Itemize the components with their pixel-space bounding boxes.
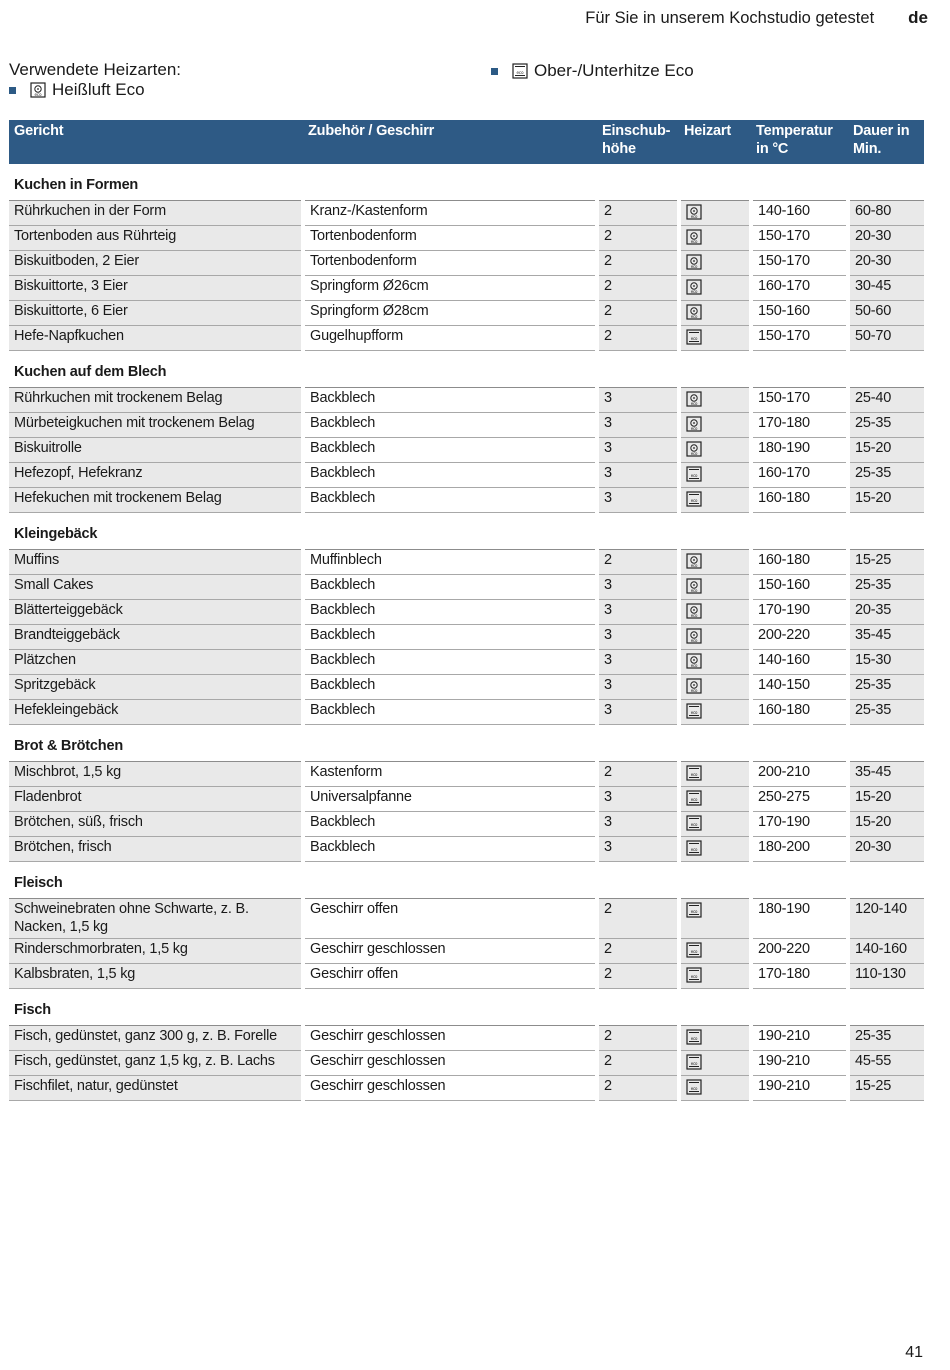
cell-temperature: 150-160 <box>751 575 848 600</box>
page-number: 41 <box>905 1344 923 1361</box>
cell-accessory: Springform Ø28cm <box>303 301 597 326</box>
cell-dish: Schweinebraten ohne Schwarte, z. B. Nacken, 1,5 kg <box>9 899 303 939</box>
ober-unterhitze-eco-icon <box>686 1078 702 1094</box>
table-row <box>9 1076 924 1101</box>
cell-heat-mode <box>679 301 751 326</box>
cell-level: 2 <box>597 326 679 351</box>
cell-level: 2 <box>597 201 679 226</box>
cell-accessory: Tortenbodenform <box>303 251 597 276</box>
table-row <box>9 201 924 226</box>
cell-duration: 25-35 <box>848 700 924 725</box>
cell-accessory: Backblech <box>303 413 597 438</box>
cell-level: 3 <box>597 575 679 600</box>
cell-accessory: Backblech <box>303 463 597 488</box>
svg-text:eco: eco <box>690 1061 698 1067</box>
cell-heat-mode <box>679 413 751 438</box>
table-row <box>9 276 924 301</box>
cell-level: 3 <box>597 812 679 837</box>
svg-text:eco: eco <box>690 797 698 803</box>
cell-temperature: 190-210 <box>751 1076 848 1101</box>
cell-dish: Hefekleingebäck <box>9 700 303 725</box>
cell-accessory: Kastenform <box>303 762 597 787</box>
cell-level: 3 <box>597 463 679 488</box>
cell-heat-mode <box>679 837 751 862</box>
table-row <box>9 1026 924 1051</box>
ober-unterhitze-eco-icon <box>686 966 702 982</box>
svg-text:eco: eco <box>690 426 698 432</box>
svg-text:eco: eco <box>690 401 698 407</box>
table-row <box>9 964 924 989</box>
cell-temperature: 200-210 <box>751 762 848 787</box>
cell-temperature: 180-200 <box>751 837 848 862</box>
ober-unterhitze-eco-icon <box>512 63 528 79</box>
cell-heat-mode <box>679 488 751 513</box>
cell-temperature: 140-150 <box>751 675 848 700</box>
cell-heat-mode <box>679 762 751 787</box>
cell-level: 2 <box>597 899 679 939</box>
svg-text:eco: eco <box>690 847 698 853</box>
cell-dish: Fischfilet, natur, gedünstet <box>9 1076 303 1101</box>
cell-temperature: 200-220 <box>751 625 848 650</box>
section-title: Kleingebäck <box>9 513 924 550</box>
col-header-accessory <box>303 120 597 164</box>
cell-temperature: 170-190 <box>751 812 848 837</box>
svg-text:eco: eco <box>690 451 698 457</box>
cell-dish: Tortenboden aus Rührteig <box>9 226 303 251</box>
cell-accessory: Backblech <box>303 575 597 600</box>
cell-dish: Muffins <box>9 550 303 575</box>
col-header-temperature <box>751 120 848 164</box>
cell-temperature: 180-190 <box>751 899 848 939</box>
heissluft-eco-icon <box>686 203 702 219</box>
cell-dish: Plätzchen <box>9 650 303 675</box>
cell-duration: 25-35 <box>848 575 924 600</box>
cell-heat-mode <box>679 700 751 725</box>
cell-duration: 110-130 <box>848 964 924 989</box>
cell-level: 2 <box>597 964 679 989</box>
cell-temperature: 160-180 <box>751 700 848 725</box>
col-header-heat-mode <box>679 120 751 164</box>
col-header-text: Temperatur <box>756 123 833 139</box>
bullet-icon <box>491 68 498 75</box>
cell-level: 3 <box>597 650 679 675</box>
cell-dish: Kalbsbraten, 1,5 kg <box>9 964 303 989</box>
cell-accessory: Backblech <box>303 837 597 862</box>
section-title: Kuchen auf dem Blech <box>9 351 924 388</box>
cell-accessory: Backblech <box>303 675 597 700</box>
heissluft-eco-icon <box>686 415 702 431</box>
cell-accessory: Universalpfanne <box>303 787 597 812</box>
cell-accessory: Geschirr offen <box>303 964 597 989</box>
cell-level: 2 <box>597 226 679 251</box>
cell-temperature: 250-275 <box>751 787 848 812</box>
heating-modes-label: Verwendete Heizarten: <box>9 60 181 79</box>
table-row <box>9 787 924 812</box>
ober-unterhitze-eco-icon <box>686 789 702 805</box>
table-row <box>9 550 924 575</box>
cell-accessory: Backblech <box>303 650 597 675</box>
heissluft-eco-icon <box>30 82 46 98</box>
cell-temperature: 170-180 <box>751 964 848 989</box>
cell-accessory: Backblech <box>303 488 597 513</box>
cell-temperature: 160-170 <box>751 276 848 301</box>
cell-dish: Biskuittorte, 6 Eier <box>9 301 303 326</box>
cell-heat-mode <box>679 1076 751 1101</box>
cell-heat-mode <box>679 939 751 964</box>
cell-level: 3 <box>597 488 679 513</box>
cell-accessory: Kranz-/Kastenform <box>303 201 597 226</box>
cell-level: 2 <box>597 1076 679 1101</box>
cell-dish: Spritzgebäck <box>9 675 303 700</box>
cell-duration: 15-20 <box>848 787 924 812</box>
table-row <box>9 625 924 650</box>
cell-temperature: 160-170 <box>751 463 848 488</box>
heating-modes-legend <box>9 60 929 104</box>
section-row <box>9 725 924 762</box>
page-header <box>585 8 928 28</box>
cell-duration: 15-25 <box>848 1076 924 1101</box>
ober-unterhitze-eco-icon <box>686 764 702 780</box>
cell-heat-mode <box>679 625 751 650</box>
svg-text:eco: eco <box>690 289 698 295</box>
table-row <box>9 388 924 413</box>
cell-dish: Biskuittorte, 3 Eier <box>9 276 303 301</box>
cell-heat-mode <box>679 251 751 276</box>
svg-text:eco: eco <box>690 663 698 669</box>
cell-duration: 15-20 <box>848 438 924 463</box>
cell-heat-mode <box>679 326 751 351</box>
cell-accessory: Backblech <box>303 388 597 413</box>
cell-heat-mode <box>679 1051 751 1076</box>
cell-accessory: Geschirr geschlossen <box>303 1076 597 1101</box>
cell-dish: Rührkuchen in der Form <box>9 201 303 226</box>
ober-unterhitze-eco-icon <box>686 702 702 718</box>
svg-text:eco: eco <box>690 314 698 320</box>
cell-level: 2 <box>597 251 679 276</box>
cell-level: 3 <box>597 600 679 625</box>
ober-unterhitze-eco-icon <box>686 1053 702 1069</box>
cell-duration: 30-45 <box>848 276 924 301</box>
col-header-text: höhe <box>602 141 636 157</box>
cell-dish: Mürbeteigkuchen mit trockenem Belag <box>9 413 303 438</box>
cell-duration: 20-30 <box>848 837 924 862</box>
cell-heat-mode <box>679 463 751 488</box>
cell-duration: 50-60 <box>848 301 924 326</box>
cell-duration: 50-70 <box>848 326 924 351</box>
svg-text:eco: eco <box>690 264 698 270</box>
cell-level: 2 <box>597 301 679 326</box>
cell-temperature: 180-190 <box>751 438 848 463</box>
heissluft-eco-icon <box>686 577 702 593</box>
cell-accessory: Backblech <box>303 700 597 725</box>
cell-dish: Fladenbrot <box>9 787 303 812</box>
cell-level: 3 <box>597 388 679 413</box>
cell-dish: Fisch, gedünstet, ganz 300 g, z. B. Forelle <box>9 1026 303 1051</box>
cell-temperature: 140-160 <box>751 201 848 226</box>
cell-heat-mode <box>679 600 751 625</box>
svg-text:eco: eco <box>690 949 698 955</box>
cell-level: 3 <box>597 625 679 650</box>
cell-dish: Brötchen, frisch <box>9 837 303 862</box>
cell-duration: 20-30 <box>848 251 924 276</box>
col-header-text: in °C <box>756 141 789 157</box>
col-header-level <box>597 120 679 164</box>
cell-accessory: Backblech <box>303 600 597 625</box>
table-row <box>9 837 924 862</box>
table-row <box>9 600 924 625</box>
cell-dish: Fisch, gedünstet, ganz 1,5 kg, z. B. Lachs <box>9 1051 303 1076</box>
cell-heat-mode <box>679 787 751 812</box>
heissluft-eco-icon <box>686 228 702 244</box>
table-row <box>9 650 924 675</box>
cell-accessory: Geschirr geschlossen <box>303 1051 597 1076</box>
cell-accessory: Geschirr geschlossen <box>303 1026 597 1051</box>
cell-dish: Hefekuchen mit trockenem Belag <box>9 488 303 513</box>
cell-duration: 25-35 <box>848 463 924 488</box>
heissluft-eco-icon <box>686 253 702 269</box>
cell-duration: 140-160 <box>848 939 924 964</box>
cell-dish: Brandteiggebäck <box>9 625 303 650</box>
ober-unterhitze-eco-icon <box>686 839 702 855</box>
cell-duration: 20-30 <box>848 226 924 251</box>
cell-duration: 45-55 <box>848 1051 924 1076</box>
cell-heat-mode <box>679 201 751 226</box>
svg-text:eco: eco <box>690 1036 698 1042</box>
heating-mode-label: Heißluft Eco <box>52 80 145 99</box>
cell-duration: 25-40 <box>848 388 924 413</box>
cell-accessory: Backblech <box>303 625 597 650</box>
cell-dish: Biskuitrolle <box>9 438 303 463</box>
table-header-row <box>9 120 924 164</box>
table-row <box>9 700 924 725</box>
cell-heat-mode <box>679 675 751 700</box>
cell-dish: Rinderschmorbraten, 1,5 kg <box>9 939 303 964</box>
svg-text:eco: eco <box>690 214 698 220</box>
heissluft-eco-icon <box>686 303 702 319</box>
svg-text:eco: eco <box>690 822 698 828</box>
cell-dish: Small Cakes <box>9 575 303 600</box>
cell-duration: 60-80 <box>848 201 924 226</box>
cell-accessory: Geschirr geschlossen <box>303 939 597 964</box>
cell-accessory: Backblech <box>303 438 597 463</box>
cell-level: 2 <box>597 1026 679 1051</box>
cell-dish: Hefe-Napfkuchen <box>9 326 303 351</box>
section-row <box>9 989 924 1026</box>
svg-text:eco: eco <box>34 92 42 98</box>
table-row <box>9 463 924 488</box>
ober-unterhitze-eco-icon <box>686 941 702 957</box>
cell-duration: 25-35 <box>848 675 924 700</box>
table-row <box>9 575 924 600</box>
cell-level: 2 <box>597 276 679 301</box>
cell-temperature: 160-180 <box>751 488 848 513</box>
table-row <box>9 326 924 351</box>
cell-duration: 35-45 <box>848 625 924 650</box>
cell-level: 3 <box>597 787 679 812</box>
cell-temperature: 150-170 <box>751 326 848 351</box>
heissluft-eco-icon <box>686 677 702 693</box>
heating-mode-item <box>491 61 694 81</box>
table-row <box>9 1051 924 1076</box>
bullet-icon <box>9 87 16 94</box>
svg-text:eco: eco <box>690 588 698 594</box>
heissluft-eco-icon <box>686 652 702 668</box>
ober-unterhitze-eco-icon <box>686 465 702 481</box>
heissluft-eco-icon <box>686 602 702 618</box>
section-row <box>9 351 924 388</box>
cell-accessory: Backblech <box>303 812 597 837</box>
cell-heat-mode <box>679 812 751 837</box>
svg-text:eco: eco <box>690 909 698 915</box>
heating-mode-label: Ober-/Unterhitze Eco <box>534 61 694 80</box>
table-body <box>9 164 924 1101</box>
cell-dish: Rührkuchen mit trockenem Belag <box>9 388 303 413</box>
cell-temperature: 150-160 <box>751 301 848 326</box>
cell-level: 3 <box>597 413 679 438</box>
table-row <box>9 899 924 939</box>
section-title: Brot & Brötchen <box>9 725 924 762</box>
svg-text:eco: eco <box>690 710 698 716</box>
col-header-text: Heizart <box>684 123 731 139</box>
table-row <box>9 226 924 251</box>
cell-heat-mode <box>679 650 751 675</box>
cell-level: 2 <box>597 762 679 787</box>
section-row <box>9 513 924 550</box>
svg-text:eco: eco <box>690 974 698 980</box>
table-row <box>9 762 924 787</box>
cell-duration: 15-25 <box>848 550 924 575</box>
cell-level: 2 <box>597 1051 679 1076</box>
cell-temperature: 160-180 <box>751 550 848 575</box>
heissluft-eco-icon <box>686 390 702 406</box>
col-header-text: Min. <box>853 141 882 157</box>
cell-duration: 15-30 <box>848 650 924 675</box>
cell-level: 3 <box>597 675 679 700</box>
cell-dish: Brötchen, süß, frisch <box>9 812 303 837</box>
heissluft-eco-icon <box>686 552 702 568</box>
cell-duration: 15-20 <box>848 488 924 513</box>
cell-level: 3 <box>597 837 679 862</box>
cell-heat-mode <box>679 388 751 413</box>
cell-accessory: Springform Ø26cm <box>303 276 597 301</box>
cell-level: 2 <box>597 550 679 575</box>
ober-unterhitze-eco-icon <box>686 814 702 830</box>
ober-unterhitze-eco-icon <box>686 328 702 344</box>
table-row <box>9 675 924 700</box>
heissluft-eco-icon <box>686 440 702 456</box>
cell-duration: 25-35 <box>848 413 924 438</box>
cell-level: 2 <box>597 939 679 964</box>
cell-duration: 15-20 <box>848 812 924 837</box>
cell-heat-mode <box>679 899 751 939</box>
cell-temperature: 150-170 <box>751 251 848 276</box>
col-header-dish <box>9 120 303 164</box>
col-header-text: Dauer in <box>853 123 910 139</box>
col-header-duration <box>848 120 924 164</box>
cell-temperature: 190-210 <box>751 1026 848 1051</box>
section-title: Fisch <box>9 989 924 1026</box>
baking-table <box>9 120 924 1101</box>
section-title: Kuchen in Formen <box>9 164 924 201</box>
cell-temperature: 170-180 <box>751 413 848 438</box>
cell-heat-mode <box>679 276 751 301</box>
table-row <box>9 812 924 837</box>
cell-dish: Blätterteiggebäck <box>9 600 303 625</box>
svg-text:eco: eco <box>690 239 698 245</box>
col-header-text: Zubehör / Geschirr <box>308 123 435 139</box>
section-row <box>9 164 924 201</box>
cell-temperature: 170-190 <box>751 600 848 625</box>
cell-heat-mode <box>679 575 751 600</box>
table-row <box>9 413 924 438</box>
svg-text:eco: eco <box>690 336 698 342</box>
svg-text:eco: eco <box>690 1086 698 1092</box>
section-row <box>9 862 924 899</box>
cell-accessory: Tortenbodenform <box>303 226 597 251</box>
cell-accessory: Gugelhupfform <box>303 326 597 351</box>
ober-unterhitze-eco-icon <box>686 901 702 917</box>
heating-mode-item <box>9 80 145 100</box>
cell-temperature: 140-160 <box>751 650 848 675</box>
cell-level: 3 <box>597 438 679 463</box>
table-row <box>9 939 924 964</box>
cell-temperature: 150-170 <box>751 388 848 413</box>
svg-text:eco: eco <box>690 473 698 479</box>
cell-duration: 120-140 <box>848 899 924 939</box>
cell-heat-mode <box>679 438 751 463</box>
ober-unterhitze-eco-icon <box>686 490 702 506</box>
col-header-text: Einschub- <box>602 123 671 139</box>
table-row <box>9 438 924 463</box>
svg-text:eco: eco <box>690 638 698 644</box>
language-tag: de <box>908 8 928 27</box>
cell-heat-mode <box>679 964 751 989</box>
cell-temperature: 150-170 <box>751 226 848 251</box>
table-row <box>9 488 924 513</box>
heissluft-eco-icon <box>686 278 702 294</box>
cell-level: 3 <box>597 700 679 725</box>
cell-temperature: 200-220 <box>751 939 848 964</box>
svg-text:eco: eco <box>690 563 698 569</box>
cell-heat-mode <box>679 550 751 575</box>
cell-heat-mode <box>679 226 751 251</box>
svg-text:eco: eco <box>690 688 698 694</box>
heissluft-eco-icon <box>686 627 702 643</box>
cell-heat-mode <box>679 1026 751 1051</box>
cell-dish: Biskuitboden, 2 Eier <box>9 251 303 276</box>
page-header-title: Für Sie in unserem Kochstudio getestet <box>585 9 875 27</box>
cell-duration: 35-45 <box>848 762 924 787</box>
cell-duration: 25-35 <box>848 1026 924 1051</box>
svg-text:eco: eco <box>690 613 698 619</box>
svg-text:eco: eco <box>516 70 524 75</box>
col-header-text: Gericht <box>14 123 64 139</box>
svg-text:eco: eco <box>690 498 698 504</box>
table-row <box>9 251 924 276</box>
cell-temperature: 190-210 <box>751 1051 848 1076</box>
cell-accessory: Muffinblech <box>303 550 597 575</box>
ober-unterhitze-eco-icon <box>686 1028 702 1044</box>
cell-dish: Mischbrot, 1,5 kg <box>9 762 303 787</box>
table-row <box>9 301 924 326</box>
section-title: Fleisch <box>9 862 924 899</box>
svg-text:eco: eco <box>690 772 698 778</box>
cell-duration: 20-35 <box>848 600 924 625</box>
cell-accessory: Geschirr offen <box>303 899 597 939</box>
cell-dish: Hefezopf, Hefekranz <box>9 463 303 488</box>
